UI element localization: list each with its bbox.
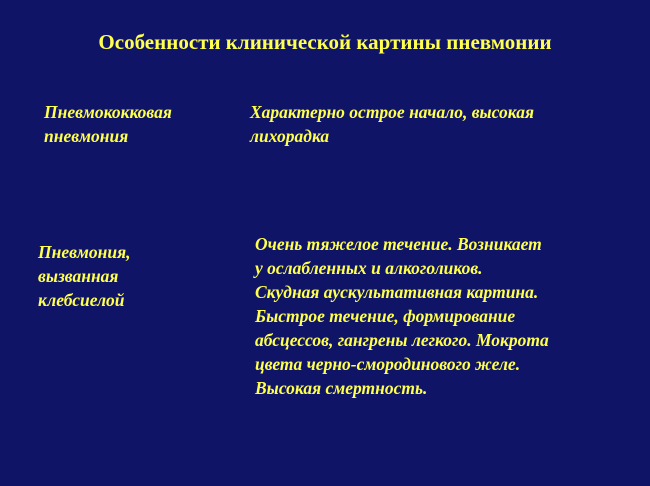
row-1-term: Пневмококковая пневмония [44, 102, 172, 146]
slide-title: Особенности клинической картины пневмонии [98, 30, 552, 54]
row-1-description: Характерно острое начало, высокая лихорадка [250, 102, 534, 146]
row-2-description: Очень тяжелое течение. Возникает у ослабленных и алкоголиков. Скудная аускультативная картина. Быстрое течение, формирование абсцессов, гангрены легкого. Мокрота цвета черно-смородинового желе. Высокая смертность. [255, 234, 549, 398]
row-2-term: Пневмония, вызванная клебсиелой [38, 242, 131, 310]
